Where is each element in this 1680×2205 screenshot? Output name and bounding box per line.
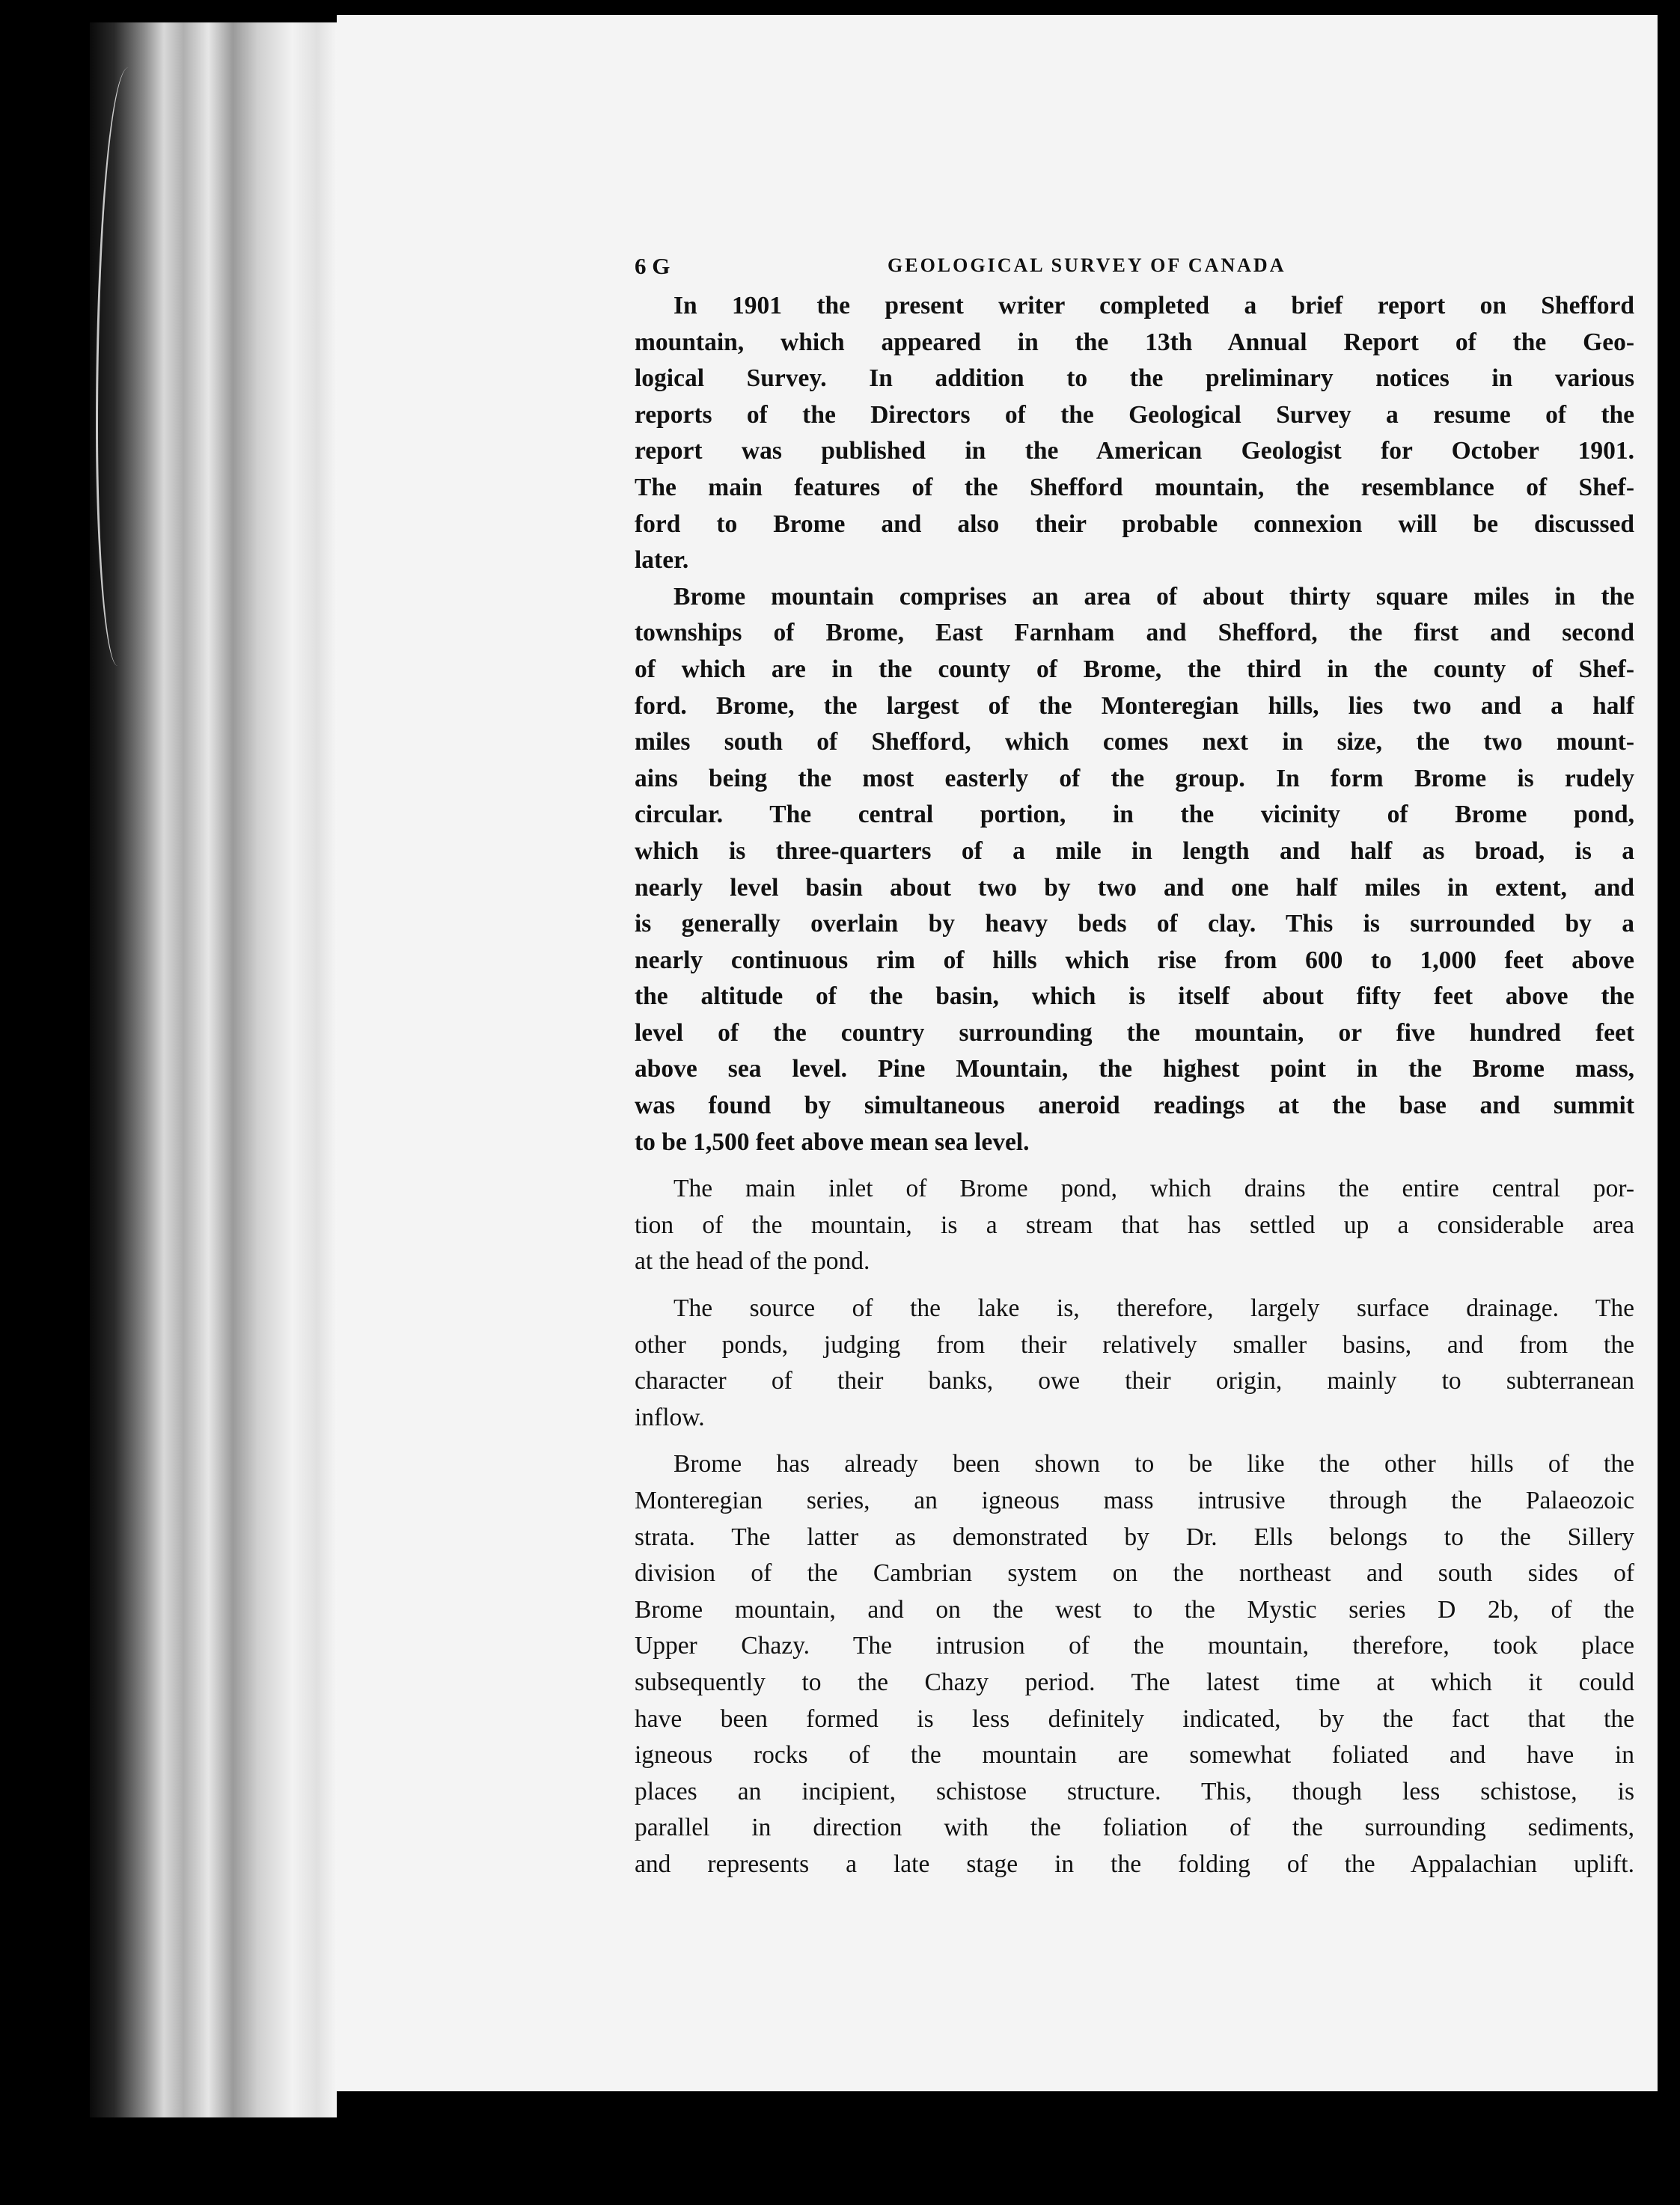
paragraph-intrusion: [635, 1446, 1634, 1883]
text-line: other ponds, judging from their relatively smaller basins, and from the: [635, 1330, 1634, 1359]
paragraph-gap: [635, 1160, 1634, 1171]
running-title: GEOLOGICAL SURVEY OF CANADA: [888, 254, 1286, 276]
paragraph-lake-source: [635, 1291, 1634, 1436]
text-line: tion of the mountain, is a stream that has settled up a considerable area: [635, 1211, 1634, 1239]
text-line: subsequently to the Chazy period. The latest time at which it could: [635, 1668, 1634, 1696]
text-line: parallel in direction with the foliation of the surrounding sediments,: [635, 1814, 1634, 1842]
text-line: In 1901 the present writer completed a brief report on Shefford: [673, 292, 1634, 319]
text-line: igneous rocks of the mountain are somewhat foliated and have in: [635, 1741, 1634, 1770]
text-line: strata. The latter as demonstrated by Dr. Ells belongs to the Sillery: [635, 1523, 1634, 1551]
paragraph-gap: [635, 1280, 1634, 1291]
page-header: [635, 253, 1634, 283]
text-line: level of the country surrounding the mountain, or five hundred feet: [635, 1018, 1634, 1047]
page-folio: 6 G: [635, 253, 671, 279]
text-line: Brome mountain, and on the west to the Mystic series D 2b, of the: [635, 1595, 1634, 1624]
text-line: character of their banks, owe their origin, mainly to subterranean: [635, 1367, 1634, 1395]
text-line: The main features of the Shefford mountain, the resemblance of Shef-: [635, 473, 1634, 501]
text-line: The source of the lake is, therefore, largely surface drainage. The: [673, 1294, 1634, 1323]
text-line: have been formed is less definitely indicated, by the fact that the: [635, 1704, 1634, 1733]
text-line: the altitude of the basin, which is itself about fifty feet above the: [635, 982, 1634, 1011]
text-line: circular. The central portion, in the vicinity of Brome pond,: [635, 801, 1634, 829]
text-line: inflow.: [635, 1403, 705, 1431]
scanned-page: [337, 15, 1658, 2091]
text-line: Monteregian series, an igneous mass intrusive through the Palaeozoic: [635, 1487, 1634, 1514]
body-text: [635, 288, 1634, 1883]
text-line: of which are in the county of Brome, the third in the county of Shef-: [635, 655, 1634, 683]
text-line: ford. Brome, the largest of the Monteregian hills, lies two and a half: [635, 691, 1634, 720]
text-line: places an incipient, schistose structure. This, though less schistose, is: [635, 1777, 1634, 1805]
text-line: above sea level. Pine Mountain, the highest point in the Brome mass,: [635, 1055, 1634, 1083]
text-line: miles south of Shefford, which comes next in size, the two mount-: [635, 728, 1634, 756]
text-line: and represents a late stage in the folding of the Appalachian uplift.: [635, 1850, 1634, 1878]
text-line: to be 1,500 feet above mean sea level.: [635, 1128, 1030, 1156]
text-line: is generally overlain by heavy beds of clay. This is surrounded by a: [635, 910, 1634, 938]
text-line: nearly level basin about two by two and one half miles in extent, and: [635, 873, 1634, 902]
text-line: division of the Cambrian system on the northeast and south sides of: [635, 1559, 1634, 1588]
text-line: nearly continuous rim of hills which rise from 600 to 1,000 feet above: [635, 946, 1634, 974]
text-line: Brome mountain comprises an area of about thirty square miles in the: [673, 582, 1634, 611]
paragraph-brome-description: [635, 579, 1634, 1161]
text-line: townships of Brome, East Farnham and Shefford, the first and second: [635, 619, 1634, 647]
text-line: logical Survey. In addition to the preliminary notices in various: [635, 364, 1634, 393]
paragraph-shefford-report: [635, 288, 1634, 579]
text-line: was found by simultaneous aneroid readings at the base and summit: [635, 1092, 1634, 1120]
text-line: report was published in the American Geologist for October 1901.: [635, 437, 1634, 465]
text-line: ford to Brome and also their probable connexion will be discussed: [635, 510, 1634, 538]
text-line: ains being the most easterly of the group. In form Brome is rudely: [635, 764, 1634, 792]
text-line: at the head of the pond.: [635, 1247, 870, 1276]
paragraph-gap: [635, 1436, 1634, 1446]
text-line: which is three-quarters of a mile in length and half as broad, is a: [635, 837, 1634, 865]
text-line: Upper Chazy. The intrusion of the mountain, therefore, took place: [635, 1632, 1634, 1660]
text-line: later.: [635, 546, 689, 575]
paragraph-main-inlet: [635, 1171, 1634, 1280]
text-line: mountain, which appeared in the 13th Annual Report of the Geo-: [635, 328, 1634, 356]
text-line: Brome has already been shown to be like the other hills of the: [673, 1450, 1634, 1478]
text-line: The main inlet of Brome pond, which drains the entire central por-: [673, 1175, 1634, 1203]
text-line: reports of the Directors of the Geological Survey a resume of the: [635, 400, 1634, 429]
